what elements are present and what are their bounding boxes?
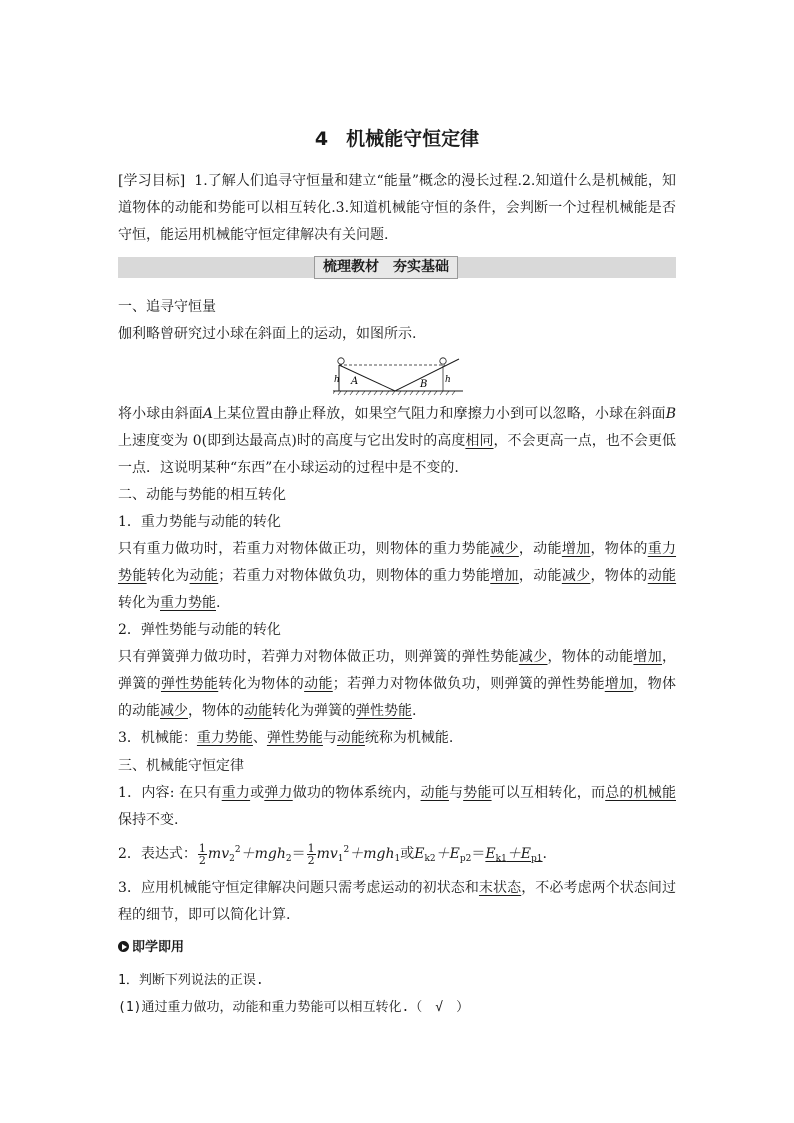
answer: 重力势能 — [160, 595, 216, 611]
section-2 — [118, 482, 676, 752]
practice-q1-1: (1)通过重力做功，动能和重力势能可以相互转化.（ √ ） — [118, 1000, 470, 1015]
formula-term: mv — [207, 846, 230, 862]
answer: 增加 — [604, 676, 634, 692]
sec1-heading: 一、追寻守恒量 — [118, 299, 216, 315]
text: 上速度变为 0(即到达最高点)时的高度与它出发时的高度 — [118, 433, 466, 449]
formula-term: mv — [316, 846, 338, 862]
answer: 动能 — [336, 730, 365, 746]
banner-box — [314, 256, 458, 279]
title-number: 4 — [314, 128, 329, 150]
label-a: A — [351, 376, 359, 387]
sec2-sub1-body — [118, 536, 676, 617]
text: 或 — [400, 846, 415, 862]
numerator: 1 — [198, 841, 206, 855]
answer: 势能 — [463, 785, 492, 801]
text: . — [542, 846, 547, 862]
text: 与 — [448, 785, 464, 801]
learning-objectives — [118, 168, 676, 249]
answer: 动能 — [304, 676, 333, 692]
sec2-sub1-heading: 1．重力势能与动能的转化 — [118, 514, 281, 530]
answer: 增加 — [561, 541, 591, 557]
answer: 减少 — [561, 568, 591, 584]
answer: 重力 — [221, 785, 251, 801]
text: 转化为 — [146, 568, 190, 584]
text: 转化为弹簧的 — [272, 703, 356, 719]
text: ，物体的 — [188, 703, 244, 719]
text: ，弹簧的 — [118, 649, 677, 692]
text: 1．内容: 在只有 — [118, 785, 222, 801]
formula-term: ＋E — [506, 846, 532, 862]
subscript: p1 — [531, 854, 543, 864]
subscript: 1 — [337, 854, 344, 864]
text: 保持不变. — [118, 812, 179, 828]
text: ，不必考虑两个状态间过程的细节，即可以简化计算. — [118, 880, 677, 923]
numerator: 1 — [307, 841, 315, 855]
answer: 减少 — [518, 649, 548, 665]
text: 3．应用机械能守恒定律解决问题只需考虑运动的初状态和 — [118, 880, 479, 896]
fraction — [198, 843, 207, 866]
section-banner — [118, 257, 676, 278]
text: ，物体的 — [590, 568, 648, 584]
denominator: 2 — [307, 853, 315, 867]
text: 、 — [252, 730, 267, 746]
subscript: k1 — [495, 854, 507, 864]
answer: 增加 — [633, 649, 663, 665]
text: ；若弹力对物体做负功，则弹簧的弹性势能 — [332, 676, 605, 692]
text: . — [412, 703, 417, 719]
text: B — [665, 406, 676, 422]
answer: 减少 — [160, 703, 188, 719]
answer: 弹性势能 — [266, 730, 323, 746]
sec2-sub2-body — [118, 644, 676, 725]
sec2-sub2-heading: 2．弹性势能与动能的转化 — [118, 622, 281, 638]
denominator: 2 — [198, 853, 206, 867]
label-b: B — [420, 379, 428, 390]
text: ，物体的动能 — [118, 676, 677, 719]
formula-term: E — [414, 846, 425, 862]
page-title — [118, 124, 676, 151]
subscript: k2 — [424, 854, 436, 864]
answer: 重力势能 — [118, 541, 677, 584]
subscript: 2 — [285, 854, 292, 864]
answer-formula — [485, 846, 542, 862]
banner-left: 梳理教材 — [323, 259, 379, 275]
practice-q1: 1．判断下列说法的正误. — [118, 973, 264, 988]
practice-section — [118, 934, 676, 1021]
text: 3．机械能： — [118, 730, 197, 746]
sec3-heading: 三、机械能守恒定律 — [118, 758, 244, 774]
subscript: 2 — [229, 854, 235, 864]
sec2-sub3 — [118, 725, 676, 752]
label-h1: h — [334, 375, 340, 385]
text: ，物体的 — [590, 541, 648, 557]
answer: 增加 — [490, 568, 519, 584]
sec3-item1 — [118, 780, 676, 834]
fraction — [307, 843, 316, 866]
practice-heading: 即学即用 — [132, 940, 185, 955]
text: ＝ — [471, 846, 486, 862]
play-circle-icon — [118, 941, 129, 952]
ball-start — [338, 358, 344, 364]
text: 2．表达式： — [118, 846, 197, 862]
text: 只有弹簧弹力做功时，若弹力对物体做正功，则弹簧的弹性势能 — [118, 649, 519, 665]
formula-term: ＋mgh — [349, 846, 395, 862]
incline-figure — [333, 351, 463, 397]
subscript: 1 — [394, 854, 401, 864]
answer: 总的机械能 — [605, 785, 676, 801]
text: 将小球由斜面 — [118, 406, 203, 422]
sec1-body — [118, 401, 676, 482]
text: 与 — [322, 730, 337, 746]
section-1 — [118, 294, 676, 348]
text: 做功的物体系统内， — [292, 785, 421, 801]
sec2-heading: 二、动能与势能的相互转化 — [118, 487, 286, 503]
answer: 动能 — [420, 785, 449, 801]
banner-right: 夯实基础 — [393, 259, 449, 275]
text: 统称为机械能. — [364, 730, 454, 746]
sec3-item2-formula — [118, 834, 676, 875]
text: ＝ — [291, 846, 306, 862]
superscript: 2 — [343, 845, 350, 855]
text: ，物体的动能 — [547, 649, 634, 665]
answer: 弹性势能 — [356, 703, 412, 719]
text: 转化为物体的 — [218, 676, 305, 692]
text: A — [202, 406, 213, 422]
objectives-text: 1.了解人们追寻守恒量和建立“能量”概念的漫长过程.2.知道什么是机械能，知道物体的动能和势能可以相互转化.3.知道机械能守恒的条件，会判断一个过程机械能是否守恒，能运用机械能守恒定律解决有关问题. — [118, 173, 676, 243]
title-text: 机械能守恒定律 — [346, 128, 480, 150]
sec1-intro: 伽利略曾研究过小球在斜面上的运动，如图所示. — [118, 326, 417, 342]
text: 上某位置由静止释放，如果空气阻力和摩擦力小到可以忽略，小球在斜面 — [212, 406, 666, 422]
formula-term: ＋mgh — [240, 846, 286, 862]
text: 转化为 — [118, 595, 160, 611]
text: ，不会更高一点，也不会更低一点．这说明某种“东西”在小球运动的过程中是不变的. — [118, 433, 677, 476]
objectives-tag: [学习目标] — [118, 173, 186, 189]
subscript: p2 — [459, 854, 472, 864]
text: 可以互相转化，而 — [491, 785, 606, 801]
text: ，动能 — [518, 541, 562, 557]
sec3-item3 — [118, 875, 676, 929]
answer: 弹性势能 — [160, 676, 219, 692]
label-h2: h — [445, 375, 451, 385]
answer: 动能 — [244, 703, 272, 719]
answer: 动能 — [189, 568, 219, 584]
answer: 弹力 — [264, 785, 293, 801]
formula-term: E — [485, 846, 496, 862]
ball-end — [440, 358, 446, 364]
text: 只有重力做功时，若重力对物体做正功，则物体的重力势能 — [118, 541, 491, 557]
text: . — [216, 595, 221, 611]
text: ，动能 — [518, 568, 562, 584]
text: 或 — [250, 785, 265, 801]
answer: 减少 — [490, 541, 519, 557]
formula-term: ＋E — [435, 846, 460, 862]
answer: 重力势能 — [196, 730, 253, 746]
answer: 动能 — [647, 568, 677, 584]
section-3 — [118, 753, 676, 929]
answer: 相同 — [465, 433, 494, 449]
text: ；若重力对物体做负功，则物体的重力势能 — [218, 568, 491, 584]
superscript: 2 — [234, 845, 241, 855]
answer: 末状态 — [478, 880, 522, 896]
